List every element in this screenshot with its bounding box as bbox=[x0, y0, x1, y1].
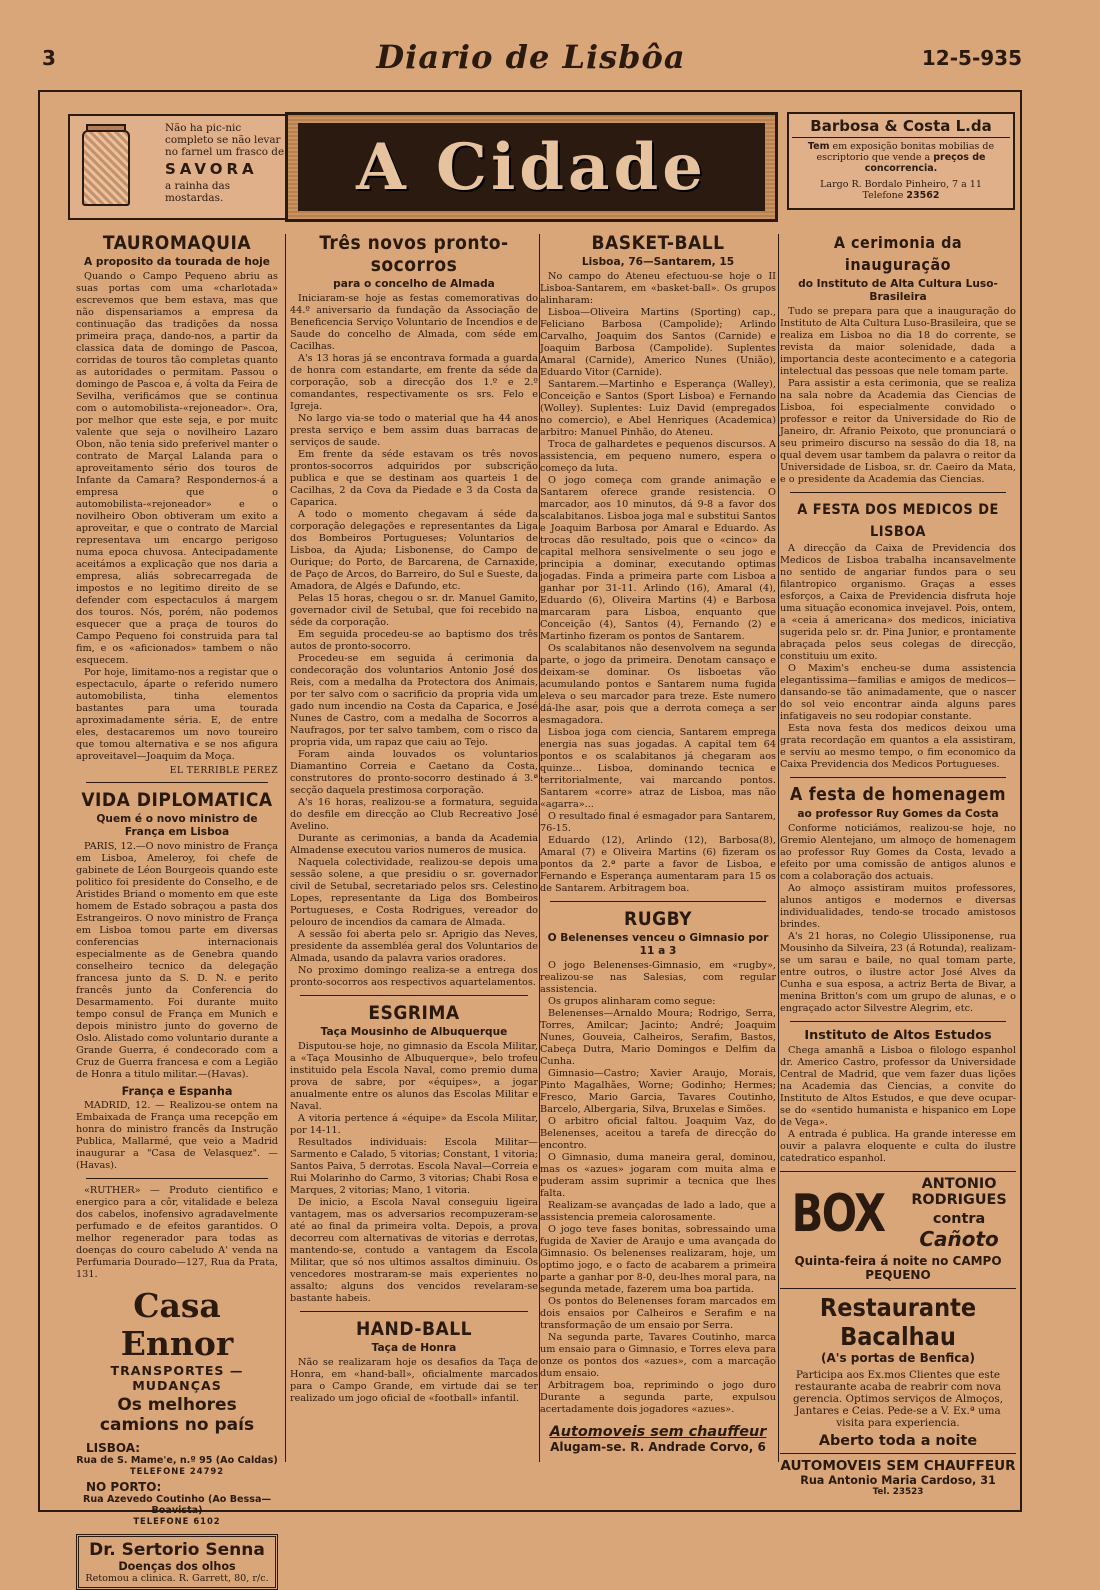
barbosa-phone: Telefone 23562 bbox=[862, 190, 940, 201]
divider bbox=[550, 901, 766, 902]
rugby-headline: RUGBY bbox=[624, 908, 692, 930]
article-paragraph: Tudo se prepara para que a inauguração do Instituto de Alta Cultura Luso-Brasileira, que se realiza em Lisboa no dia 18 do corrente, se revista da maior solenidade, dada a importancia deste acontecimento e a categoria intelectual das pessoas que nele tomam parte. bbox=[780, 306, 1016, 377]
article-paragraph: Lisboa joga com ciencia, Santarem emprega energia nas suas jogadas. A capital tem 64 pontos e os scalabitanos já chegaram aos quinze... Lisboa, dominando tecnica e territorialmente, vai marcando pontos. Santarem «corre» atraz de Lisboa, mas não «agarra»... bbox=[540, 727, 776, 810]
article-paragraph: No proximo domingo realiza-se a entrega dos pronto-socorros aos respectivos aquartelamentos. bbox=[290, 965, 538, 988]
article-paragraph: O Maxim's encheu-se duma assistencia elegantissima—familias e amigos de medicos—dansando-se tão animadamente, que o nascer do sol veio encontrar ainda alguns pares infatigaveis no seu rodopiar constante. bbox=[780, 663, 1016, 722]
automoveis-ad-small bbox=[540, 1424, 776, 1454]
savora-brand: SAVORA bbox=[165, 160, 258, 178]
article-paragraph: No campo do Ateneu efectuou-se hoje o II Lisboa-Santarem, em «basket-ball». Os grupos alinharam: bbox=[540, 271, 776, 306]
article-paragraph: O arbitro oficial faltou. Joaquim Vaz, do Belenenses, aceitou a tarefa de direcção do encontro. bbox=[540, 1116, 776, 1151]
article-paragraph: A entrada é publica. Ha grande interesse em ouvir a palavra eloquente e culta do ilustre catedratico espanhol. bbox=[780, 1129, 1016, 1164]
automoveis-address: Alugam-se. R. Andrade Corvo, 6 bbox=[550, 1440, 766, 1454]
article-paragraph: Conforme noticiámos, realizou-se hoje, no Gremio Alentejano, um almoço de homenagem ao professor Ruy Gomes da Costa, levado a efeito por uma comissão de antigos alunos e com a colaboração dos actuais. bbox=[780, 823, 1016, 882]
senna-specialty: Doenças dos olhos bbox=[118, 1560, 236, 1573]
column-4 bbox=[780, 232, 1016, 1497]
article-paragraph: Eduardo (12), Arlindo (12), Barbosa(8), Amaral (7) e Oliveira Martins (6) fizeram os pontos da 2.ª parte a favor de Lisboa, e Fernando e Esperança aumentaram para 15 os de Santarem. Arbitragem boa. bbox=[540, 835, 776, 894]
bacalhau-where: (A's portas de Benfica) bbox=[821, 1351, 975, 1365]
tauromaquia-byline: EL TERRIBLE PEREZ bbox=[169, 765, 278, 776]
esgrima-headline: ESGRIMA bbox=[368, 1002, 460, 1024]
column-rule bbox=[778, 234, 779, 1462]
bacalhau-open: Aberto toda a noite bbox=[780, 1433, 1016, 1454]
article-paragraph: Quando o Campo Pequeno abriu as suas portas com uma «charlotada» escrevemos que bem estava, mas que não dispensariamos a empresa da continuação das tradições da nossa primeira praça, dando-nos, a partir da classica data de domingo de Pascoa, corridas de touros tão completas quanto as autoridades o permitam. Passou o domingo de Pascoa e, á volta da Feira de Sevilha, verificámos que se continua com o automobilista-«rejoneador». Ora, por melhor que este seja, e por muitc valente que seja o novilheiro Lazaro Obon, não tenia sido preferivel manter o contrato de Marçal Lalanda para o aproveitamento sério dos touros de Infante da Camara? Respondernos-á a empresa que o automobilista-«rejoneador» e o novilheiro Obon obtiveram um exito a aproveitar, e que o contrato de Marcial representava um encargo perigoso numa epoca chuvosa. Antecipadamente aceitámos a explicação que nos daria a empresa, aliás sobrecarregada de impostos e no legitimo direito de se defender com espectaculos á margem dos touros. Nós, porém, não podemos esquecer que a praça de touros do Campo Pequeno foi construida para tal fim, e os «aficionados» tambem o não esquecem. bbox=[76, 271, 278, 666]
article-paragraph: Em frente da séde estavam os três novos prontos-socorros adquiridos por subscrição publica e que se destinam aos quarteis 1 de Cacilhas, 2 da Cova da Piedade e 3 da Costa da Caparica. bbox=[290, 449, 538, 508]
article-paragraph: Esta nova festa dos medicos deixou uma grata recordação em quantos a ela assistiram, e serviu ao mesmo tempo, o fim economico da Caixa Previdencia dos Medicos Portugueses. bbox=[780, 723, 1016, 770]
festa-medicos-headline: A FESTA DOS MEDICOS DE LISBOA bbox=[797, 502, 999, 540]
article-paragraph: Os grupos alinharam como segue: bbox=[548, 996, 716, 1007]
tauromaquia-subhead: A proposito da tourada de hoje bbox=[84, 256, 270, 268]
tauromaquia-headline: TAUROMAQUIA bbox=[102, 232, 252, 254]
article-paragraph: Realizam-se avançadas de lado a lado, que a assistencia premeia calorosamente. bbox=[540, 1200, 776, 1223]
article-paragraph: Foram ainda louvados os voluntarios Diamantino Correia e Caetano da Costa, construtores do pronto-socorro destinado á 3.ª secção daquela prestimosa corporação. bbox=[290, 749, 538, 796]
article-paragraph: A sessão foi aberta pelo sr. Aprigio das Neves, presidente da assembléa geral dos Voluntarios de Almada, usando da palavra varios oradores. bbox=[290, 929, 538, 964]
bacalhau-text: Participa aos Ex.mos Clientes que este restaurante acaba de reabrir com nova gerencia. Optimos serviços de Almoços, Jantares e Ceias. Pede-se a V. Ex.ª uma visita para experiencia. bbox=[792, 1369, 1004, 1429]
ennor-lisboa-address: Rua de S. Mame'e, n.º 95 (Ao Caldas) bbox=[76, 1455, 278, 1466]
article-paragraph: O jogo começa com grande animação e Santarem oferece grande resistencia. O marcador, aos 10 minutos, dá 9-8 a favor dos scalabitanos. Lisboa joga mal e substitui Santos e Joaquim Barbosa por Amaral e Eduardo. As trocas dão resultado, pois que o «cinco» da capital melhora sensivelmente o seu jogo e principia a dominar, executando optimas jogadas. Finda a primeira parte com Lisboa a ganhar por 31-11. Arlindo (16), Amaral (4), Eduardo (6), Oliveira Martins (4) e Barbosa marcaram para Lisboa, enquanto que Conceição (4), Santos (4), Fernando (2) e Martinho fizeram os pontos de Santarem. bbox=[540, 475, 776, 642]
esgrima-subhead: Taça Mousinho de Albuquerque bbox=[320, 1026, 508, 1038]
article-paragraph: Santarem.—Martinho e Esperança (Walley), Conceição e Santos (Sport Lisboa) e Fernando (Wolley). Suplentes: Luiz David (empregados no comercio), e Abel Henriques (Academica) arbitro: Manuel Pinhão, do Ateneu. bbox=[540, 379, 776, 438]
article-paragraph: Ao almoço assistiram muitos professores, alunos antigos e modernos e diversas individualidades, tendo-se trocado amistosos brindes. bbox=[780, 883, 1016, 930]
basket-headline: BASKET-BALL bbox=[591, 232, 725, 254]
rugby-subhead: O Belenenses venceu o Gimnasio por 11 a 3 bbox=[547, 932, 769, 957]
cerimonia-subhead: do Instituto de Alta Cultura Luso-Brasileira bbox=[798, 278, 998, 303]
box-ad bbox=[780, 1171, 1016, 1497]
divider bbox=[86, 1178, 268, 1179]
page-number: 3 bbox=[42, 46, 56, 70]
box-fighter: ANTONIO RODRIGUES bbox=[911, 1176, 1007, 1208]
automoveis-title: Automoveis sem chauffeur bbox=[549, 1424, 767, 1440]
box-row bbox=[780, 1176, 1016, 1251]
column-rule bbox=[285, 234, 286, 1462]
handball-headline: HAND-BALL bbox=[355, 1318, 473, 1340]
vida-subhead-2: França e Espanha bbox=[121, 1085, 233, 1098]
senna-address: Retomou a clinica. R. Garrett, 80, r/c. bbox=[85, 1573, 269, 1584]
mustard-jar-icon bbox=[82, 130, 130, 206]
article-paragraph: Durante as cerimonias, a banda da Academia Almadense executou varios numeros de musica. bbox=[290, 833, 538, 856]
article-paragraph: Não se realizaram hoje os desafios da Taça de Honra, em «hand-ball», oficialmente marcados para o Campo Grande, em virtude dai se ter realizado um jogo oficial de «football» infantil. bbox=[290, 1357, 538, 1404]
barbosa-text: Tem em exposição bonitas mobilias de escriptorio que vende a preços de concorrencia. bbox=[807, 141, 995, 174]
automoveis-address-2: Rua Antonio Maria Cardoso, 31 bbox=[800, 1474, 996, 1487]
box-word: BOX bbox=[791, 1183, 885, 1244]
vida-headline: VIDA DIPLOMATICA bbox=[81, 789, 273, 811]
ennor-porto-label: NO PORTO: bbox=[86, 1480, 162, 1494]
article-paragraph: Gimnasio—Castro; Xavier Araujo, Morais, Pinto Magalhães, Worne; Godinho; Hermes; Fresco, Mario Garcia, Tavares Coutinho, Barcelo, Albergaria, Silva, Bruxelas e Simões. bbox=[540, 1068, 776, 1115]
bacalhau-name: Restaurante Bacalhau bbox=[780, 1288, 1016, 1351]
article-paragraph: De inicio, a Escola Naval conseguiu ligeira vantagem, mas os adversarios recompuzeram-se até ao final da primeira volta. Depois, a prova decorreu com alternativas de vitorias e derrotas, mantendo-se, contudo a vantagem da Escola Militar, que só nos ultimos assaltos diminuiu. Os vencedores mostraram-se mais experientes no assalto; alguns dos vencidos revelaram-se bastante habeis. bbox=[290, 1197, 538, 1304]
article-paragraph: A direcção da Caixa de Previdencia dos Medicos de Lisboa trabalha incansavelmente no sentido de angariar fundos para o seu filantropico organismo. Graças a esses esforços, a Caixa de Previdencia disfruta hoje uma situação economica invejavel. Pois, ontem, a «ceia á americana» dos medicos, iniciativa sugerida pelo sr. dr. Pina Junior, e prontamente abraçada pelos seus colegas de direcção, constituiu um exito. bbox=[780, 543, 1016, 662]
article-paragraph: O jogo teve fases bonitas, sobressaindo uma fugida de Xavier de Araujo e uma avançada do Gimnasio. Os belenenses realizaram, hoje, um optimo jogo, e o facto de acabarem a primeira parte a ganhar por 8-0, deu-lhes moral para, na segunda metade, fazerem uma boa partida. bbox=[540, 1224, 776, 1295]
divider bbox=[790, 777, 1006, 778]
ennor-name: Casa Ennor bbox=[120, 1286, 234, 1363]
box-details bbox=[902, 1176, 1016, 1251]
ennor-slogan: Os melhores camions no país bbox=[99, 1395, 255, 1435]
article-paragraph: Os scalabitanos não desenvolvem na segunda parte, o jogo da primeira. Denotam cansaço e deixam-se dominar. Os lisboetas vão acumulando pontos e Santarem numa fugida eleva o seu marcador para treze. Este numero dá-lhe asar, pois que a derrota começa a ser esmagadora. bbox=[540, 643, 776, 726]
senna-ad bbox=[76, 1534, 278, 1590]
a-cidade-ad bbox=[285, 112, 778, 222]
article-paragraph: Resultados individuais: Escola Militar—Sarmento e Calado, 5 vitorias; Constant, 1 vitoria; Santos Paiva, 5 derrotas. Escola Naval—Correia e Rui Molarinho do Carmo, 3 vitorias; Chabi Rosa e Marques, 2 vitorias; Mano, 1 vitoria. bbox=[290, 1137, 538, 1196]
article-paragraph: Belenenses—Arnaldo Moura; Rodrigo, Serra, Torres, Amilcar; Jacinto; André; Joaquim Nunes, Gouveia, Calheiros, Serafim, Bastos, Cabeça Dutra, Mario Domingos e Delfim da Cunha. bbox=[540, 1008, 776, 1067]
article-paragraph: Na segunda parte, Tavares Coutinho, marca um ensaio para o Gimnasio, e Torres eleva para onze os pontos dos «azues», com a marcação dum ensaio. bbox=[540, 1332, 776, 1379]
socorros-subhead: para o concelho de Almada bbox=[333, 278, 495, 290]
ennor-lisboa-phone: TELEFONE 24792 bbox=[129, 1466, 225, 1476]
barbosa-costa-ad bbox=[787, 112, 1015, 210]
a-cidade-panel bbox=[298, 123, 765, 211]
column-2 bbox=[290, 232, 538, 1405]
divider bbox=[300, 995, 528, 996]
senna-name: Dr. Sertorio Senna bbox=[89, 1540, 265, 1560]
divider bbox=[300, 1311, 528, 1312]
divider bbox=[790, 492, 1006, 493]
column-1 bbox=[76, 232, 278, 1590]
article-paragraph: A's 16 horas, realizou-se a formatura, seguida do desfile em direcção ao Club Recreativo José Avelino. bbox=[290, 797, 538, 832]
homenagem-subhead: ao professor Ruy Gomes da Costa bbox=[797, 808, 999, 820]
box-versus: contra Cañoto bbox=[919, 1211, 999, 1251]
article-paragraph: A todo o momento chegavam á séde da corporação delegações e representantes da Liga dos Bombeiros Portugueses; Voluntarios de Lisboa, da Ajuda; Lisbonense, do Campo de Ourique; do Porto, de Barcarena, de Carnaxide, de Paço de Arcos, do Barreiro, do Sul e Sueste, da Amadora, de Algés e Dafundo, etc. bbox=[290, 509, 538, 592]
article-paragraph: Para assistir a esta cerimonia, que se realiza na sala nobre da Academia das Ciencias de Lisboa, foi especialmente convidado o professor e reitor da Universidade do Rio de Janeiro, dr. Afranio Peixoto, que pronunciará o seu primeiro discurso na sessão do dia 18, na qual devem usar tambem da palavra o reitor da Universidade de Lisboa, sr. dr. Caeiro da Mata, e o presidente da Academia das Ciencias. bbox=[780, 378, 1016, 485]
article-paragraph: Os pontos do Belenenses foram marcados em dois ensaios por Calheiros e Serafim e na transformação de um ensaio por Serra. bbox=[540, 1296, 776, 1331]
automoveis-phone-2: Tel. 23523 bbox=[872, 1487, 924, 1497]
homenagem-headline: A festa de homenagem bbox=[789, 785, 1007, 805]
ennor-porto-address: Rua Azevedo Coutinho (Ao Bessa—Boavista) bbox=[82, 1494, 272, 1516]
casa-ennor-ad bbox=[76, 1287, 278, 1526]
cerimonia-headline: A cerimonia da inauguração bbox=[833, 233, 963, 274]
article-paragraph: Arbitragem boa, reprimindo o jogo duro Durante a segunda parte, expulsou acertadamente dois jogadores «azues». bbox=[540, 1380, 776, 1415]
article-paragraph: O resultado final é esmagador para Santarem, 76-15. bbox=[540, 811, 776, 834]
savora-ad bbox=[68, 114, 290, 220]
divider bbox=[86, 782, 268, 783]
article-paragraph: PARIS, 12.—O novo ministro de França em Lisboa, Ameleroy, foi chefe de gabinete de Léon Bourgeois quando este politico foi presidente do Conselho, e de Aristides Briand o momento em que este homem de Estado sobraçou a pasta dos Estrangeiros. O novo ministro de França em Lisboa tomou parte em diversas conferencias internacionais especialmente as de Genebra quando conselheiro tecnico da delegação francesa junto da S. D. N. e perito francês junto da Conferencia do Desarmamento. Foi durante muito tempo consul de França em Munich e depois ministro junto do governo de Oslo. Alistado como voluntario durante a Grande Guerra, é condecorado com a Cruz de Guerra francesa e com a Legião de Honra a titulo militar.—(Havas). bbox=[76, 841, 278, 1080]
article-paragraph: Por hoje, limitamo-nos a registar que o espectaculo, áparte o referido numero automobilista, tinha elementos bastantes para uma tourada aproximadamente séria. E, de entre eles, destacaremos um novo toureiro que tomou alternativa e se nos afigura aproveitavel—Joaquim da Moça. bbox=[76, 667, 278, 762]
article-paragraph: Troca de galhardetes e pequenos discursos. A assistencia, em pequeno numero, espera o começo da luta. bbox=[540, 439, 776, 474]
article-paragraph: A's 13 horas já se encontrava formada a guarda de honra com estandarte, em frente da séde da corporação, sob a direcção dos 1.º e 2.º comandantes, respectivamente os srs. Felo e Igreja. bbox=[290, 353, 538, 412]
ennor-services: TRANSPORTES — MUDANÇAS bbox=[110, 1363, 244, 1393]
basket-subhead: Lisboa, 76—Santarem, 15 bbox=[581, 256, 735, 268]
newspaper-title: Diario de Lisbôa bbox=[376, 38, 686, 76]
handball-subhead: Taça de Honra bbox=[371, 1342, 457, 1354]
socorros-headline: Três novos pronto-socorros bbox=[319, 232, 509, 276]
article-paragraph: A's 21 horas, no Colegio Ulissiponense, rua Mousinho da Silveira, 23 (á Rotunda), realizam-se um sarau e baile, no qual tomam parte, entre outros, o ilustre actor José Alves da Cunha e sua esposa, a actriz Berta de Bivar, a menina Britton's com um grupo de alunas, e o engraçado actor Silvestre Alegrim, etc. bbox=[780, 931, 1016, 1014]
altos-headline: Instituto de Altos Estudos bbox=[804, 1028, 992, 1043]
article-paragraph: Disputou-se hoje, no gimnasio da Escola Militar, a «Taça Mousinho de Albuquerque», belo trofeu instituido pela Escola Naval, como premio duma prova de sabre, por «équipes», a jogar anualmente entre os alunos das Escolas Militar e Naval. bbox=[290, 1041, 538, 1112]
article-paragraph: Pelas 15 horas, chegou o sr. dr. Manuel Gamito, governador civil de Setubal, que foi recebido na séde da corporação. bbox=[290, 593, 538, 628]
barbosa-name: Barbosa & Costa L.da bbox=[792, 117, 1010, 138]
divider bbox=[790, 1021, 1006, 1022]
ennor-porto-phone: TELEFONE 6102 bbox=[133, 1516, 221, 1526]
article-paragraph: Chega amanhã a Lisboa o filologo espanhol dr. Americo Castro, professor da Universidade Central de Madrid, que vem fazer duas lições na Academia das Ciencias, a convite do Instituto de Altos Estudos, e que deve ocupar-se do «sentido humanista e hispanico em Lope de Vega». bbox=[780, 1045, 1016, 1128]
a-cidade-title: A Cidade bbox=[356, 130, 707, 205]
article-paragraph: No largo via-se todo o material que ha 44 anos presta serviço e bem assim duas barracas de serviços de saude. bbox=[290, 413, 538, 448]
article-paragraph: O jogo Belenenses-Gimnasio, em «rugby», realizou-se nas Salesias, com regular assistencia. bbox=[540, 960, 776, 995]
article-paragraph: MADRID, 12. — Realizou-se ontem na Embaixada de França uma recepção em honra do ministro francês da Instrução Publica, Mallarmé, que veio a Madrid inaugurar a "Casa de Velasquez". — (Havas). bbox=[76, 1100, 278, 1171]
article-paragraph: A vitoria pertence á «équipe» da Escola Militar, por 14-11. bbox=[290, 1113, 538, 1136]
article-paragraph: Procedeu-se em seguida á cerimonia da condecoração dos voluntarios Antonio José dos Reis, com a medalha da Protectora dos Animais, por ter salvo com o sacrificio da propria vida um gado num incendio na Costa da Caparica, e José Nunes de Castro, com a medalha de Socorros a Naufragos, por ter salvo tambem, com o risco da propria vida, um rapaz que caiu ao Tejo. bbox=[290, 653, 538, 748]
vida-subhead: Quem é o novo ministro de França em Lisboa bbox=[96, 813, 258, 838]
barbosa-address: Largo R. Bordalo Pinheiro, 7 a 11 bbox=[820, 179, 982, 190]
column-3 bbox=[540, 232, 776, 1454]
article-paragraph: Em seguida procedeu-se ao baptismo dos três autos de pronto-socorro. bbox=[290, 629, 538, 652]
issue-date: 12-5-935 bbox=[921, 46, 1022, 70]
article-paragraph: Naquela colectividade, realizou-se depois uma sessão solene, a que presidiu o sr. governador civil de Setubal, secretariado pelos srs. Celestino Lopes, representante da Liga dos Bombeiros Portugueses, e Costa Rodrigues, vereador do pelouro de incendios da camara de Almada. bbox=[290, 857, 538, 928]
masthead bbox=[40, 38, 1022, 82]
ruther-notice: «RUTHER» — Produto cientifico e energico para a côr, vitalidade e beleza dos cabelos, inofensivo agradavelmente perfumado e de efeitos garantidos. O melhor regenerador para todas as doenças do couro cabeludo A' venda na Perfumaria Dourado—127, Rua da Prata, 131. bbox=[76, 1185, 278, 1280]
box-when: Quinta-feira á noite no CAMPO PEQUENO bbox=[794, 1254, 1002, 1282]
article-paragraph: Lisboa—Oliveira Martins (Sporting) cap., Feliciano Barbosa (Campolide); Arlindo Carvalho, Joaquim dos Santos (Carnide) e Joaquim Barbosa (Campolide). Suplentes Amaral (Carnide), Americo Nunes (União), Eduardo Vitor (Carnide). bbox=[540, 307, 776, 378]
article-paragraph: Iniciaram-se hoje as festas comemorativas do 44.º aniversario da fundação da Associação de Beneficencia Serviço Voluntario de Incendios e de Saude do concelho de Almada, com séde em Cacilhas. bbox=[290, 293, 538, 352]
savora-text: Não ha pic-nic completo se não levar no farnel um frasco de SAVORA a rainha das mostardas. bbox=[165, 122, 285, 204]
article-paragraph: O Gimnasio, duma maneira geral, dominou, mas os «azues» jogaram com muita alma e puderam assim suprimir a tecnica que lhes falta. bbox=[540, 1152, 776, 1199]
ennor-lisboa-label: LISBOA: bbox=[86, 1441, 141, 1455]
automoveis-title-2: AUTOMOVEIS SEM CHAUFFEUR bbox=[780, 1458, 1016, 1474]
